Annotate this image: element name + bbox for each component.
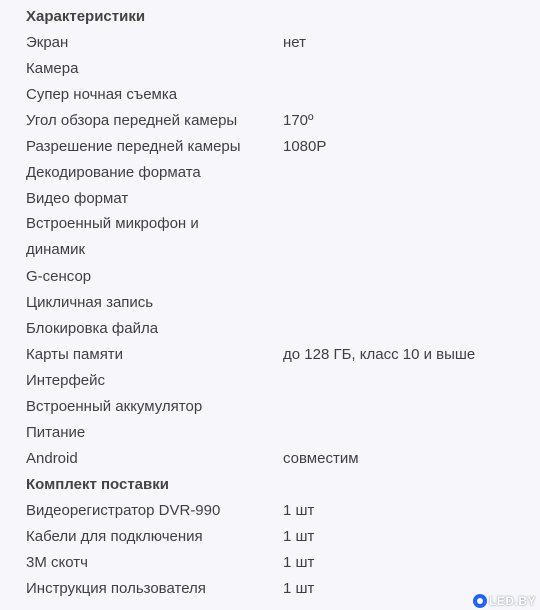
spec-label: Карты памяти (26, 345, 124, 363)
spec-row (26, 315, 531, 341)
section-title-specs: Характеристики (26, 7, 146, 25)
spec-row (26, 29, 531, 55)
kit-value: 1 шт (283, 527, 315, 545)
spec-value: 1080P (283, 137, 327, 155)
spec-row (26, 393, 531, 419)
spec-label: Android (26, 449, 78, 467)
watermark-text: LED.BY (488, 594, 536, 608)
spec-label: G-сенсор (26, 267, 92, 285)
spec-row (26, 341, 531, 367)
kit-value: 1 шт (283, 553, 315, 571)
spec-value: 170º (283, 111, 314, 129)
spec-value: до 128 ГБ, класс 10 и выше (283, 345, 476, 363)
spec-row (26, 55, 531, 81)
kit-label: Инструкция пользователя (26, 579, 206, 597)
spec-row (26, 289, 531, 315)
kit-value: 1 шт (283, 579, 315, 597)
spec-label: Блокировка файла (26, 319, 159, 337)
spec-row (26, 367, 531, 393)
spec-label: Угол обзора передней камеры (26, 111, 238, 129)
spec-row (26, 445, 531, 471)
spec-row (26, 211, 531, 263)
kit-row (26, 575, 531, 601)
kit-label: 3M скотч (26, 553, 88, 571)
watermark (473, 594, 536, 608)
spec-label: Встроенный аккумулятор (26, 397, 203, 415)
spec-row (26, 419, 531, 445)
spec-label: Супер ночная съемка (26, 85, 178, 103)
kit-label: Видеорегистратор DVR-990 (26, 501, 221, 519)
kit-label: Кабели для подключения (26, 527, 203, 545)
spec-row (26, 81, 531, 107)
spec-label: Цикличная запись (26, 293, 154, 311)
spec-row (26, 107, 531, 133)
spec-value: совместим (283, 449, 359, 467)
brand-logo-icon (473, 594, 487, 608)
kit-row (26, 549, 531, 575)
spec-value: нет (283, 33, 306, 51)
section-title-kit: Комплект поставки (26, 475, 169, 493)
spec-row (26, 159, 531, 185)
spec-row (26, 185, 531, 211)
spec-label: Интерфейс (26, 371, 106, 389)
kit-row (26, 523, 531, 549)
kit-row (26, 497, 531, 523)
kit-value: 1 шт (283, 501, 315, 519)
spec-row (26, 133, 531, 159)
spec-label: Видео формат (26, 189, 129, 207)
spec-label: Экран (26, 33, 69, 51)
spec-label: Встроенный микрофон и динамик (26, 215, 199, 258)
spec-row (26, 263, 531, 289)
spec-table (26, 3, 531, 601)
spec-label: Питание (26, 423, 86, 441)
spec-label: Разрешение передней камеры (26, 137, 241, 155)
spec-label: Декодирование формата (26, 163, 201, 181)
spec-label: Камера (26, 59, 79, 77)
